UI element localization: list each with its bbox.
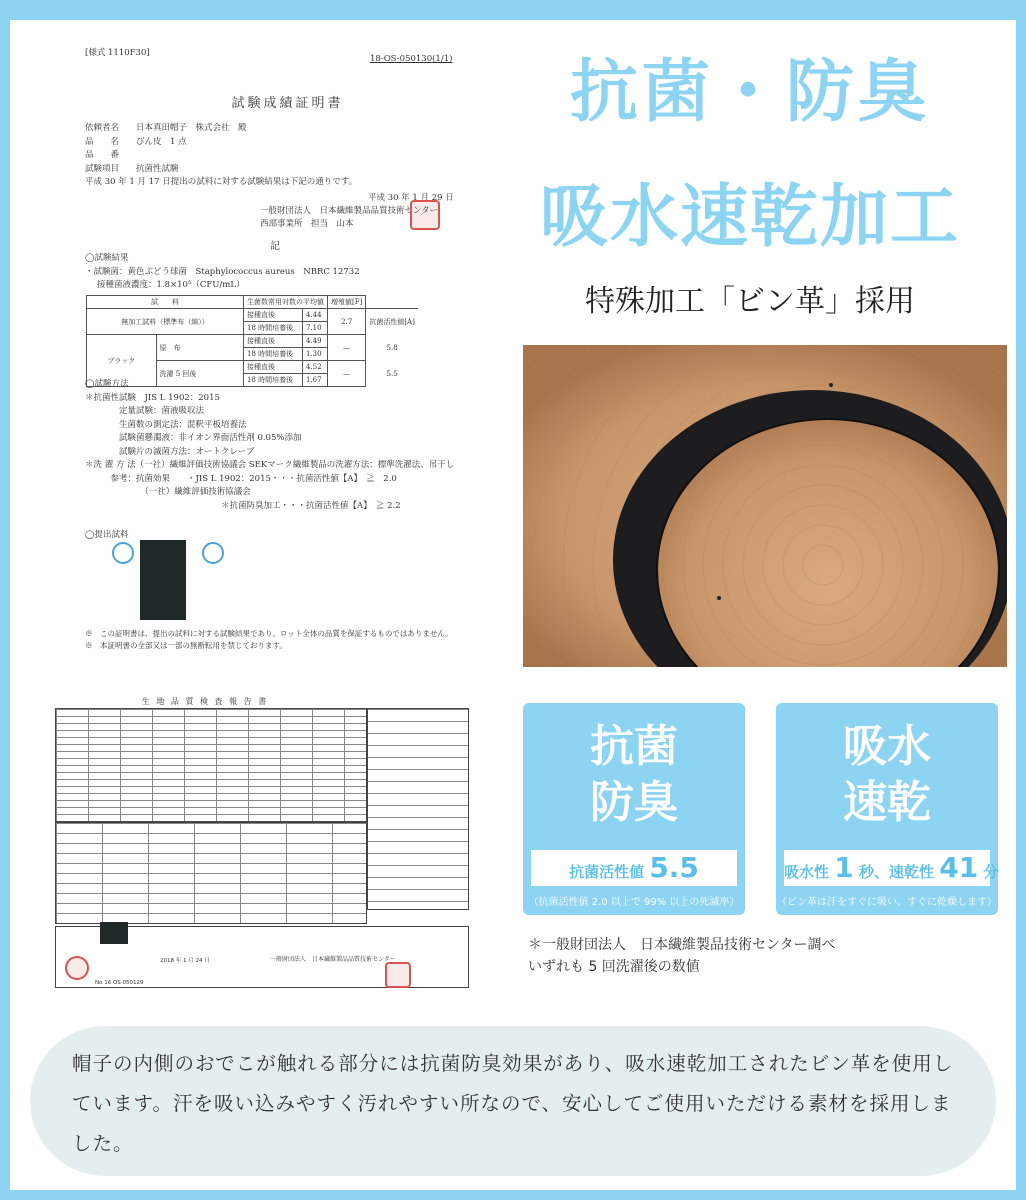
certificate-info (85, 122, 357, 190)
cell: 接種直後 (244, 361, 303, 374)
note-line: ※ 本証明書の全部又は一部の無断転用を禁じております。 (85, 641, 287, 650)
badge-note: （抗菌活性値 2.0 以上で 99% 以上の死滅率） (528, 897, 740, 908)
description-text: 帽子の内側のおでこが触れる部分には抗菌防臭効果があり、吸水速乾加工されたビン革を使用しています。汗を吸い込みやすく汚れやすい所なので、安心してご使用いただける素材を採用しました。 (72, 1052, 954, 1155)
footnote-line: ＊一般財団法人 日本繊維製品技術センター調べ (528, 937, 836, 953)
cell: 18 時間培養後 (244, 374, 303, 387)
cell: 接種直後 (244, 335, 303, 348)
value-unit: 分 (983, 863, 999, 881)
badge-heading-line: 抗菌 (590, 721, 678, 772)
cell: 18 時間培養後 (244, 322, 303, 335)
cell: — (328, 335, 366, 361)
method-line: 定量試験：菌液吸収法 (85, 406, 205, 416)
official-seal (410, 200, 440, 230)
cell: 5.5 (386, 369, 398, 378)
badge-heading (523, 719, 745, 831)
results-heading: ◯試験結果 (85, 253, 129, 263)
footnote (528, 934, 835, 978)
report-grid (55, 708, 367, 822)
headline-quick-dry: 吸水速乾加工 (539, 178, 960, 257)
method-line: 参考：抗菌効果 ・JIS L 1902：2015・・・抗菌活性値【A】 ≧ 2.0 (85, 473, 397, 484)
value-label: 吸水性 (784, 863, 830, 881)
activity-label: 抗菌活性値[A] (369, 317, 415, 326)
results-section (85, 252, 360, 293)
cell: — (328, 361, 366, 387)
inspection-report (55, 697, 470, 990)
badge-heading-line: 吸水 (843, 721, 931, 772)
test-strain: ・試験菌：黄色ぶどう球菌 Staphylococcus aureus NBRC 12732 (85, 266, 360, 277)
report-grid-lower (55, 822, 367, 924)
value-label: 抗菌活性値 (569, 863, 645, 881)
info-row: 品 名 びん皮 1 点 (85, 136, 187, 147)
form-number: [様式 1110F30] (85, 48, 150, 58)
badge-heading-line: 防臭 (590, 777, 678, 828)
report-number: No 16 OS 050129 (95, 980, 144, 986)
method-line: ＊洗 濯 方 法（一社）繊維評価技術協議会 SEKマーク繊維製品の洗濯方法：標準洗濯法、吊干し (85, 460, 455, 470)
report-side-panel (367, 708, 469, 910)
badge-quick-dry (776, 703, 998, 915)
fabric-swatch (140, 540, 186, 620)
headline-subtitle: 特殊加工「ビン革」採用 (585, 284, 915, 319)
cell: 接種直後 (244, 309, 303, 322)
hat-illustration (523, 345, 1007, 667)
info-row: 品 番 (85, 150, 120, 160)
badge-heading (776, 719, 998, 831)
cell: 1.67 (302, 374, 327, 387)
badge-note: （ピン革は汗をすぐに吸い、すぐに乾燥します） (777, 897, 997, 908)
official-seal (385, 962, 411, 988)
cell: 洗濯 5 回後 (156, 361, 244, 387)
q-mark-icon (202, 542, 224, 564)
method-line: （一社）繊維評価技術協議会 (85, 487, 251, 497)
cell: 4.52 (302, 361, 327, 374)
hat-inner-photo (523, 345, 1007, 667)
badge-value-bar (784, 850, 999, 886)
cell: 5.8 (386, 343, 398, 352)
cell: 4.44 (302, 309, 327, 322)
control-sample: 無加工試料（標準布（綿）） (87, 309, 244, 335)
method-line: ＊抗菌防臭加工・・・抗菌活性値【A】 ≧ 2.2 (85, 500, 401, 511)
cell: 2.7 (328, 309, 366, 335)
cell: 7.10 (302, 322, 327, 335)
method-line: 試験片の滅菌方法：オートクレーブ (85, 446, 255, 457)
value-number: 1 (834, 851, 854, 884)
method-heading: ◯試験方法 (85, 379, 129, 389)
document-number: 18-OS-050130(1/1) (370, 54, 453, 64)
official-seal (65, 956, 89, 980)
value-label: 秒、速乾性 (858, 863, 934, 881)
th-sample: 試 料 (87, 296, 244, 309)
cell: 原 布 (156, 335, 244, 361)
issuer-office: 西部事業所 担当 山本 (260, 219, 354, 229)
badge-value-bar (531, 850, 737, 886)
note-line: ※ この証明書は、提出の試料に対する試験結果であり、ロット全体の品質を保証するものではありません。 (85, 629, 453, 638)
inoculum: 接種菌液濃度：1.8×10⁵（CFU/mL） (97, 280, 245, 290)
test-certificate (60, 40, 515, 670)
value-number: 5.5 (649, 851, 699, 884)
description-panel (30, 1026, 996, 1176)
ki-heading: 記 (270, 241, 280, 252)
issuer-name: 一般財団法人 日本繊維製品品質技術センター (260, 206, 439, 216)
method-line: ＊抗菌性試験 JIS L 1902：2015 (85, 392, 220, 403)
method-line: 試験菌懸濁液：非イオン界面活性剤 0.05%添加 (85, 433, 302, 443)
badge-antibacterial (523, 703, 745, 915)
report-organization: 一般財団法人 日本繊維製品品質技術センター (270, 956, 396, 963)
method-section (85, 378, 454, 513)
th-average: 生菌数常用対数の平均値 (244, 296, 328, 309)
certificate-notes (85, 628, 453, 652)
black-sample: ブラック (87, 335, 157, 387)
cell: 4.49 (302, 335, 327, 348)
q-mark-icon (112, 542, 134, 564)
cell: 18 時間培養後 (244, 348, 303, 361)
badge-heading-line: 速乾 (843, 777, 931, 828)
headline-antibacterial: 抗菌・防臭 (569, 53, 930, 132)
value-number: 41 (939, 851, 979, 884)
info-row: 依頼者名 日本真田帽子 株式会社 殿 (85, 123, 247, 133)
sample-heading: ◯提出試料 (85, 530, 129, 540)
results-table (86, 295, 418, 387)
footnote-line: いずれも 5 回洗濯後の数値 (528, 959, 700, 975)
cell: 1.30 (302, 348, 327, 361)
info-row: 試験項目 抗菌性試験 (85, 163, 179, 174)
report-date: 2018 年 1 月 24 日 (160, 958, 210, 964)
fabric-swatch (100, 922, 128, 944)
issue-date: 平成 30 年 1 月 29 日 (368, 193, 454, 203)
method-line: 生菌数の測定法：混釈平板培養法 (85, 419, 247, 430)
report-title: 生 地 品 質 検 査 報 告 書 (141, 697, 269, 706)
th-growth: 増殖値[F] (328, 296, 366, 309)
info-row: 平成 30 年 1 月 17 日提出の試料に対する試験結果は下記の通りです。 (85, 177, 358, 187)
certificate-title: 試験成績証明書 (231, 96, 344, 111)
